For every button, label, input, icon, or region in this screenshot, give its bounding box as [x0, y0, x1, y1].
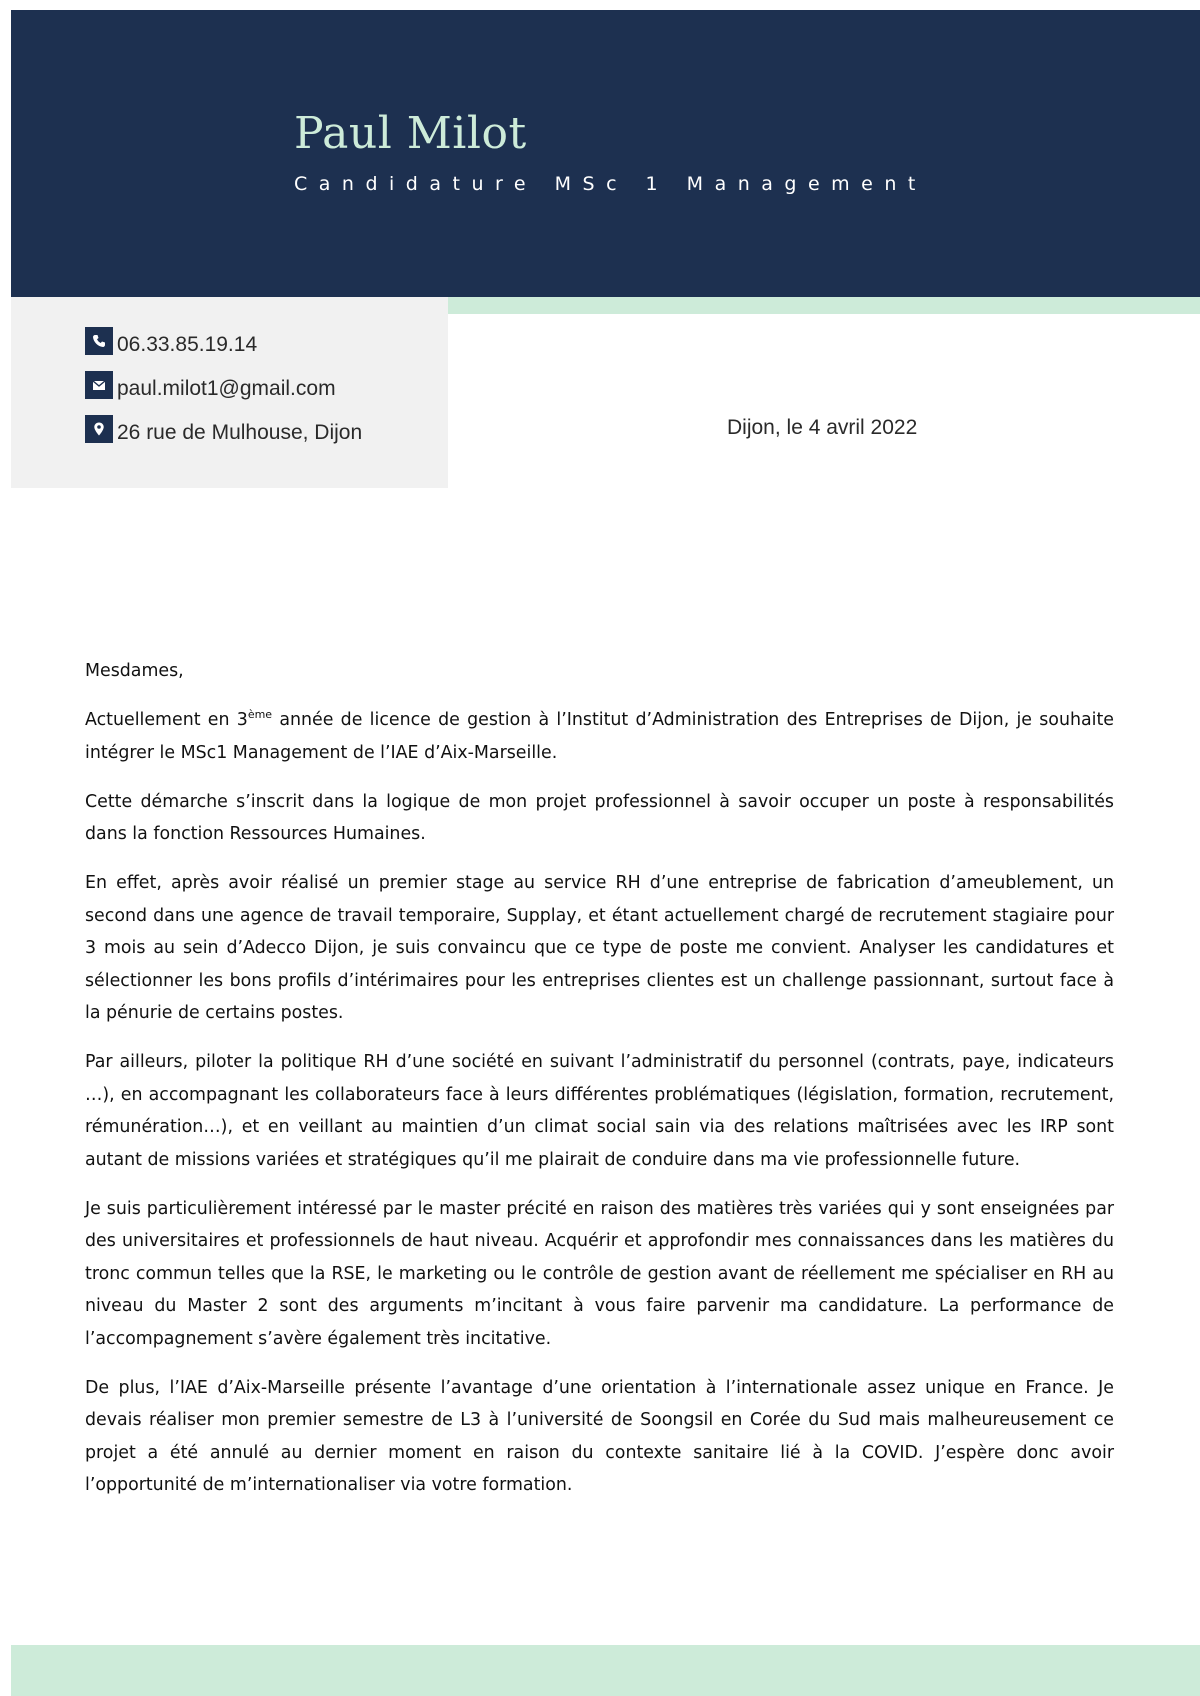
postal-address: 26 rue de Mulhouse, Dijon — [117, 421, 363, 444]
candidate-name: Paul Milot — [294, 108, 527, 159]
paragraph-3: En effet, après avoir réalisé un premier stage au service RH d’une entreprise de fabrication d’ameublement, un second dans une agence de travail temporaire, Supplay, et étant actuellement chargé de recrutement stagiaire pour 3 mois au sein d’Adecco Dijon, je suis convaincu que ce type de poste me convient. Analyser les candidatures et sélectionner les bons profils d’intérimaires pour les entreprises clientes est un challenge passionnant, surtout face à la pénurie de certains postes. — [85, 873, 1114, 1023]
letter-date: Dijon, le 4 avril 2022 — [727, 416, 918, 439]
paragraph-4: Par ailleurs, piloter la politique RH d’une société en suivant l’administratif du personnel (contrats, paye, indicateurs …), en accompagnant les collaborateurs face à leurs différentes problématiques (législation, formation, recrutement, rémunération…), et en veillant au maintien d’un climat social sain via des relations maîtrisées avec les IRP sont autant de missions variées et stratégiques qu’il me plairait de conduire dans ma vie professionnelle future. — [85, 1052, 1114, 1170]
letter-body — [85, 655, 1114, 1518]
paragraph-2: Cette démarche s’inscrit dans la logique de mon projet professionnel à savoir occuper un poste à responsabilités dans la fonction Ressources Humaines. — [85, 791, 1114, 844]
footer-band — [11, 1645, 1200, 1696]
contact-phone — [85, 333, 257, 357]
application-subtitle: Candidature MSc 1 Management — [294, 173, 927, 195]
salutation: Mesdames, — [85, 661, 184, 681]
contact-email — [85, 377, 336, 401]
phone-icon — [85, 327, 113, 355]
map-pin-icon — [85, 415, 113, 443]
paragraph-1: Actuellement en 3ème année de licence de gestion à l’Institut d’Administration des Entreprises de Dijon, je souhaite intégrer le MSc1 Management de l’IAE d’Aix-Marseille. — [85, 708, 1114, 763]
phone-number[interactable]: 06.33.85.19.14 — [117, 333, 258, 356]
paragraph-5: Je suis particulièrement intéressé par le master précité en raison des matières très variées qui y sont enseignées par des universitaires et professionnels de haut niveau. Acquérir et approfondir mes connaissances dans les matières du tronc commun telles que la RSE, le marketing ou le contrôle de gestion avant de réellement me spécialiser en RH au niveau du Master 2 sont des arguments m’incitant à vous faire parvenir ma candidature. La performance de l’accompagnement s’avère également très incitative. — [85, 1198, 1114, 1349]
contact-address — [85, 421, 362, 445]
header-band — [11, 10, 1200, 297]
accent-strip — [448, 297, 1200, 314]
paragraph-6: De plus, l’IAE d’Aix-Marseille présente l’avantage d’une orientation à l’internationale assez unique en France. Je devais réaliser mon premier semestre de L3 à l’université de Soongsil en Corée du Sud mais malheureusement ce projet a été annulé au dernier moment en raison du contexte sanitaire lié à la COVID. J’espère donc avoir l’opportunité de m’internationaliser via votre formation. — [85, 1377, 1114, 1495]
mail-icon — [85, 371, 113, 399]
email-address[interactable]: paul.milot1@gmail.com — [117, 377, 336, 400]
